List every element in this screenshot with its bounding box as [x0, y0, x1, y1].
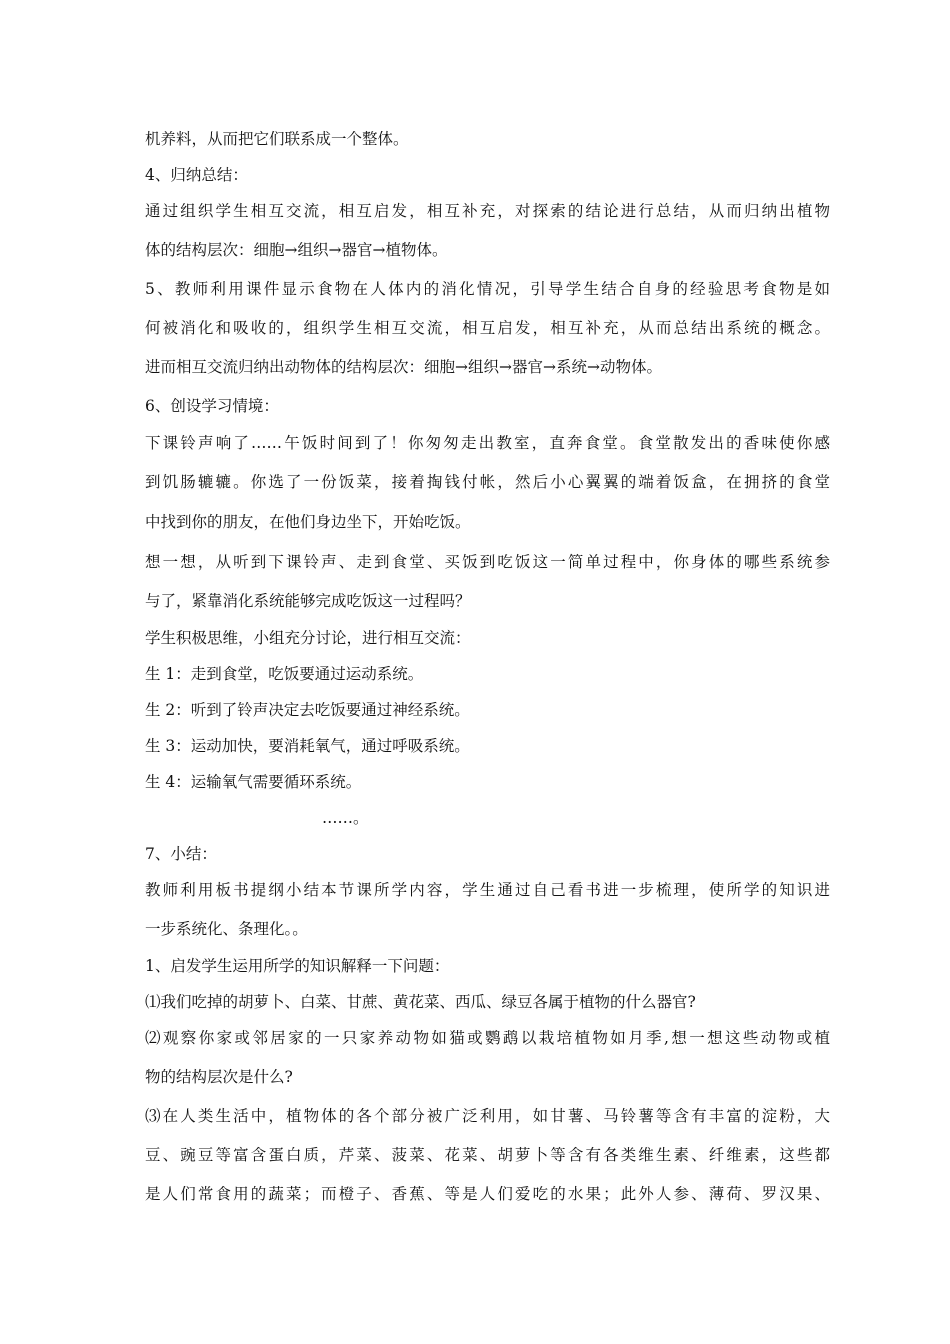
question-line: 是人们常食用的蔬菜；而橙子、香蕉、等是人们爱吃的水果；此外人参、薄荷、罗汉果、 [145, 1185, 830, 1203]
text-line: 何被消化和吸收的，组织学生相互交流，相互启发，相互补充，从而总结出系统的概念。 [145, 319, 830, 337]
question-line: 物的结构层次是什么? [145, 1068, 293, 1086]
text-line: 学生积极思维，小组充分讨论，进行相互交流： [145, 629, 471, 647]
section-heading: 1、启发学生运用所学的知识解释一下问题： [145, 957, 450, 975]
text-line: 与了，紧靠消化系统能够完成吃饭这一过程吗？ [145, 592, 471, 610]
question-line: ⑴我们吃掉的胡萝卜、白菜、甘蔗、黄花菜、西瓜、绿豆各属于植物的什么器官? [145, 993, 696, 1011]
text-line: ……。 [322, 809, 369, 827]
text-line: 教师利用板书提纲小结本节课所学内容，学生通过自己看书进一步梳理，使所学的知识进 [145, 881, 830, 899]
text-line: 机养料，从而把它们联系成一个整体。 [145, 130, 409, 148]
text-line: 一步系统化、条理化。。 [145, 920, 308, 938]
text-line: 通过组织学生相互交流，相互启发，相互补充，对探索的结论进行总结，从而归纳出植物 [145, 202, 830, 220]
text-line: 生 2：听到了铃声决定去吃饭要通过神经系统。 [145, 701, 470, 719]
question-line: 豆、豌豆等富含蛋白质，芹菜、菠菜、花菜、胡萝卜等含有各类维生素、纤维素，这些都 [145, 1146, 830, 1164]
section-heading: 4、归纳总结： [145, 166, 248, 184]
question-line: ⑶在人类生活中，植物体的各个部分被广泛利用，如甘薯、马铃薯等含有丰富的淀粉，大 [145, 1107, 830, 1125]
text-line: 进而相互交流归纳出动物体的结构层次：细胞→组织→器官→系统→动物体。 [145, 358, 662, 376]
text-line: 体的结构层次：细胞→组织→器官→植物体。 [145, 241, 448, 259]
text-line: 生 4：运输氧气需要循环系统。 [145, 773, 362, 791]
question-line: ⑵观察你家或邻居家的一只家养动物如猫或鹦鹉以栽培植物如月季,想一想这些动物或植 [145, 1029, 830, 1047]
section-heading: 6、创设学习情境： [145, 397, 279, 415]
text-line: 生 3：运动加快，要消耗氧气，通过呼吸系统。 [145, 737, 470, 755]
text-line: 下课铃声响了……午饭时间到了！你匆匆走出教室，直奔食堂。食堂散发出的香味使你感 [145, 434, 830, 452]
text-line: 想一想，从听到下课铃声、走到食堂、买饭到吃饭这一简单过程中，你身体的哪些系统参 [145, 553, 830, 571]
text-line: 中找到你的朋友，在他们身边坐下，开始吃饭。 [145, 513, 471, 531]
text-line: 到饥肠辘辘。你选了一份饭菜，接着掏钱付帐，然后小心翼翼的端着饭盒，在拥挤的食堂 [145, 473, 830, 491]
text-line: 5、教师利用课件显示食物在人体内的消化情况，引导学生结合自身的经验思考食物是如 [145, 280, 830, 298]
text-line: 生 1：走到食堂，吃饭要通过运动系统。 [145, 665, 424, 683]
section-heading: 7、小结： [145, 845, 217, 863]
